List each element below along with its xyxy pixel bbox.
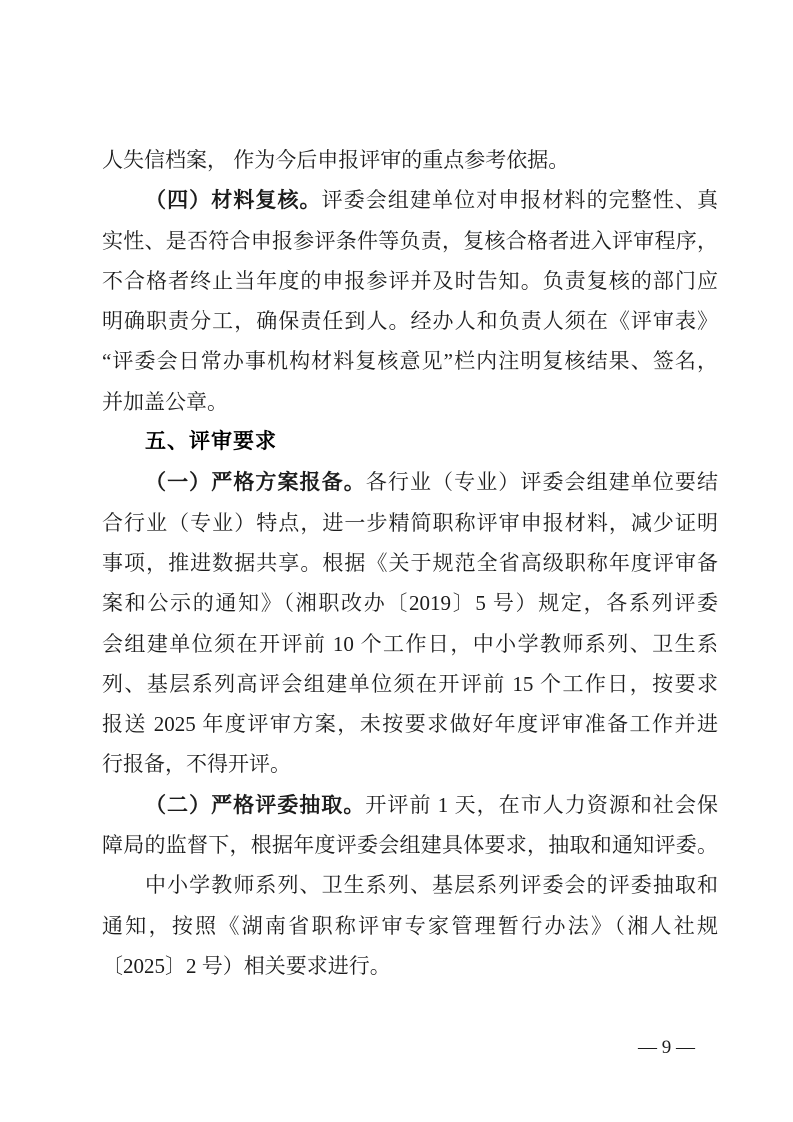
paragraph-text: 开评前 1 天，在市人力资源和社会保 — [365, 792, 719, 817]
paragraph-line: 报送 2025 年度评审方案，未按要求做好年度评审准备工作并进 — [102, 712, 718, 737]
paragraph-line: “评委会日常办事机构材料复核意见”栏内注明复核结果、签名， — [102, 349, 718, 374]
paragraph-text: 评委会组建单位对申报材料的完整性、真 — [321, 188, 718, 213]
paragraph-line: 通知，按照《湖南省职称评审专家管理暂行办法》（湘人社规 — [102, 913, 718, 938]
paragraph-line: 障局的监督下，根据年度评委会组建具体要求，抽取和通知评委。 — [102, 833, 718, 858]
paragraph-line — [102, 462, 718, 502]
document-body — [102, 140, 718, 986]
paragraph-lead: （二）严格评委抽取。 — [145, 792, 366, 817]
paragraph-line: 行报备，不得开评。 — [102, 752, 291, 777]
paragraph-line: 人失信档案， 作为今后申报评审的重点参考依据。 — [102, 148, 570, 172]
paragraph-line: 案和公示的通知》（湘职改办〔2019〕5 号）规定，各系列评委 — [102, 591, 718, 616]
paragraph-line — [102, 785, 718, 825]
paragraph-line: 〔2025〕2 号）相关要求进行。 — [102, 953, 391, 978]
section-heading: 五、评审要求 — [145, 430, 277, 454]
paragraph-line: 明确职责分工，确保责任到人。经办人和负责人须在《评审表》 — [102, 309, 718, 334]
paragraph-line: 事项，推进数据共享。根据《关于规范全省高级职称年度评审备 — [102, 550, 718, 575]
paragraph-line: 实性、是否符合申报参评条件等负责，复核合格者进入评审程序， — [102, 228, 718, 253]
paragraph-lead: （一）严格方案报备。 — [145, 470, 366, 495]
paragraph-text: 各行业（专业）评委会组建单位要结 — [365, 470, 719, 495]
paragraph-line: 中小学教师系列、卫生系列、基层系列评委会的评委抽取和 — [145, 873, 718, 898]
paragraph-line: 列、基层系列高评会组建单位须在开评前 15 个工作日，按要求 — [102, 671, 718, 696]
paragraph-line: 不合格者终止当年度的申报参评并及时告知。负责复核的部门应 — [102, 268, 718, 293]
paragraph-line: 会组建单位须在开评前 10 个工作日，中小学教师系列、卫生系 — [102, 631, 718, 656]
paragraph-lead: （四）材料复核。 — [145, 188, 322, 213]
page-number: — 9 — — [638, 1037, 695, 1058]
paragraph-line: 并加盖公章。 — [102, 389, 228, 414]
paragraph-line: 合行业（专业）特点，进一步精简职称评审申报材料，减少证明 — [102, 510, 718, 535]
paragraph-line — [102, 180, 718, 220]
